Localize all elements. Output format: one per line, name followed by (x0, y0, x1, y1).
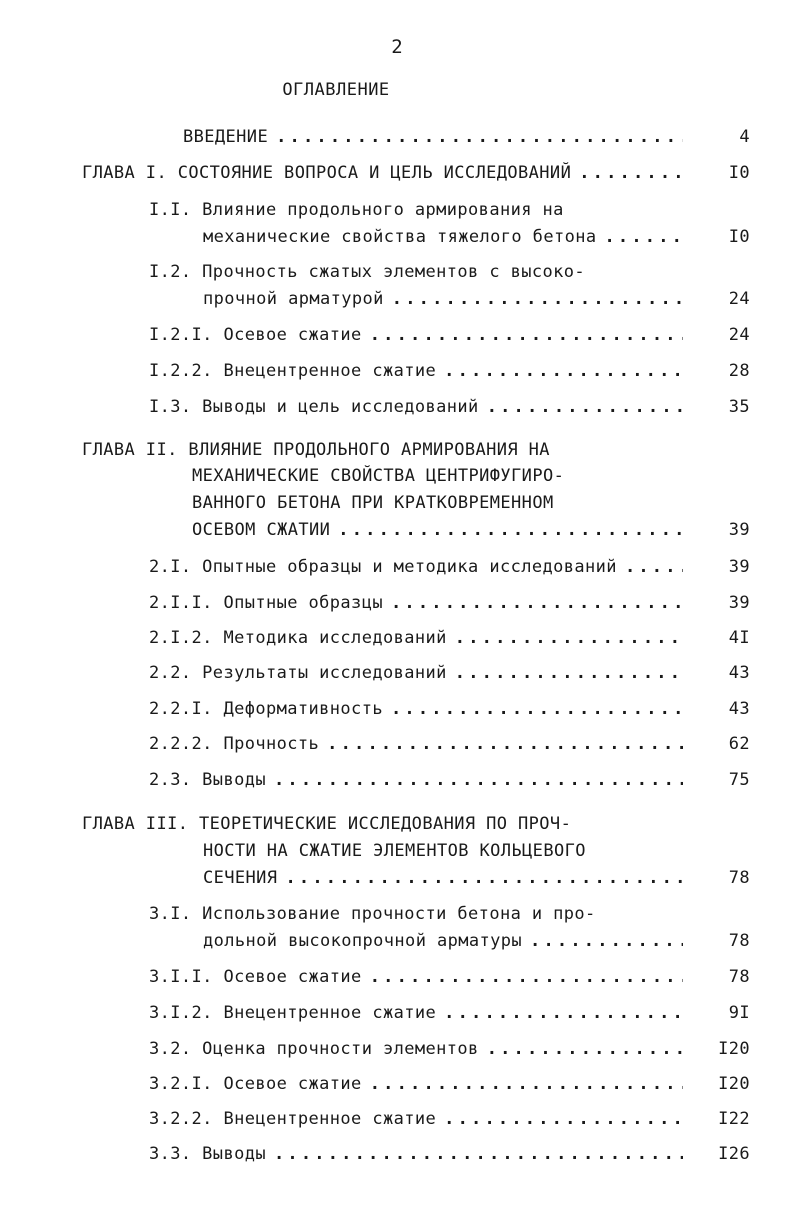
toc-entry-2-2-1 (149, 696, 683, 722)
toc-entry-label: ВАННОГО БЕТОНА ПРИ КРАТКОВРЕМЕННОМ (192, 493, 554, 513)
toc-entry-label: 2.I.2. Методика исследований (149, 628, 447, 648)
toc-entry-label: прочной арматурой (203, 289, 384, 309)
toc-page-number: 4I (728, 628, 750, 648)
toc-entry-label: 3.I.I. Осевое сжатие (149, 967, 362, 987)
toc-entry-chapter-1 (82, 160, 683, 186)
toc-page-number: 35 (728, 397, 750, 417)
toc-entry-label: 3.2.I. Осевое сжатие (149, 1074, 362, 1094)
toc-entry-1-3 (149, 394, 683, 420)
toc-entry-2-2 (149, 660, 683, 686)
page-number: 2 (391, 36, 404, 58)
toc-page-number: 24 (728, 325, 750, 345)
toc-entry-2-2-2 (149, 731, 683, 757)
toc-entry-label: I.2.2. Внецентренное сжатие (149, 361, 437, 381)
toc-page-number: 43 (728, 699, 750, 719)
toc-entry-label: НОСТИ НА СЖАТИЕ ЭЛЕМЕНТОВ КОЛЬЦЕВОГО (203, 841, 586, 861)
toc-entry-label: ВВЕДЕНИЕ (183, 127, 269, 147)
toc-page-number: 39 (728, 593, 750, 613)
toc-entry-label: I.I. Влияние продольного армирования на (149, 200, 564, 220)
toc-entry-label: 2.2. Результаты исследований (149, 663, 447, 683)
leader-dots (276, 124, 683, 150)
leader-dots (370, 322, 683, 348)
toc-entry-label: механические свойства тяжелого бетона (203, 227, 597, 247)
toc-page-number: 78 (728, 967, 750, 987)
toc-entry-label: ГЛАВА III. ТЕОРЕТИЧЕСКИЕ ИССЛЕДОВАНИЯ ПО ПРОЧ- (82, 814, 572, 834)
toc-page-number: 24 (728, 289, 750, 309)
leader-dots (530, 928, 683, 954)
toc-page-number: 39 (728, 520, 750, 540)
toc-entry-2-1 (149, 554, 683, 580)
toc-entry-2-3 (149, 767, 683, 793)
toc-page-number: I26 (718, 1144, 750, 1164)
leader-dots (327, 731, 683, 757)
leader-dots (625, 554, 683, 580)
toc-entry-label: дольной высокопрочной арматуры (203, 931, 523, 951)
leader-dots (285, 865, 683, 891)
toc-entry-label: СЕЧЕНИЯ (203, 868, 278, 888)
toc-page-number: 28 (728, 361, 750, 381)
toc-page-number: I20 (718, 1039, 750, 1059)
toc-entry-label: ГЛАВА II. ВЛИЯНИЕ ПРОДОЛЬНОГО АРМИРОВАНИЯ НА (82, 440, 550, 460)
leader-dots (274, 767, 683, 793)
toc-entry-3-1-1 (149, 964, 683, 990)
toc-page-number: 78 (728, 931, 750, 951)
toc-entry-3-2-2 (149, 1106, 683, 1132)
leader-dots (487, 1036, 683, 1062)
toc-entry-3-1-2 (149, 1000, 683, 1026)
toc-entry-1-2-1 (149, 322, 683, 348)
leader-dots (444, 1000, 683, 1026)
toc-entry-label: 3.I.2. Внецентренное сжатие (149, 1003, 437, 1023)
toc-entry-intro (183, 124, 683, 150)
leader-dots (274, 1141, 683, 1167)
leader-dots (338, 517, 683, 543)
leader-dots (487, 394, 683, 420)
leader-dots (392, 286, 683, 312)
toc-entry-2-1-2 (149, 625, 683, 651)
toc-title: ОГЛАВЛЕНИЕ (282, 80, 390, 100)
toc-page-number: 4 (739, 127, 750, 147)
toc-page-number: 9I (728, 1003, 750, 1023)
toc-page-number: I20 (718, 1074, 750, 1094)
toc-entry-label: 3.2.2. Внецентренное сжатие (149, 1109, 437, 1129)
leader-dots (444, 358, 683, 384)
toc-page-number: 39 (728, 557, 750, 577)
toc-entry-label: ГЛАВА I. СОСТОЯНИЕ ВОПРОСА И ЦЕЛЬ ИССЛЕДОВАНИЙ (82, 163, 572, 183)
leader-dots (370, 1071, 683, 1097)
leader-dots (444, 1106, 683, 1132)
toc-page-number: 43 (728, 663, 750, 683)
leader-dots (455, 660, 683, 686)
toc-entry-chapter-2 (192, 517, 683, 543)
leader-dots (370, 964, 683, 990)
toc-entry-label: I.3. Выводы и цель исследований (149, 397, 479, 417)
leader-dots (455, 625, 683, 651)
toc-entry-chapter-3 (203, 865, 683, 891)
toc-entry-label: 2.2.I. Деформативность (149, 699, 383, 719)
toc-entry-3-2 (149, 1036, 683, 1062)
toc-entry-label: ОСЕВОМ СЖАТИИ (192, 520, 331, 540)
leader-dots (391, 590, 683, 616)
toc-entry-1-1 (203, 224, 683, 250)
toc-entry-label: МЕХАНИЧЕСКИЕ СВОЙСТВА ЦЕНТРИФУГИРО- (192, 466, 565, 486)
toc-entry-label: 2.I. Опытные образцы и методика исследований (149, 557, 617, 577)
toc-entry-2-1-1 (149, 590, 683, 616)
toc-entry-3-3 (149, 1141, 683, 1167)
leader-dots (391, 696, 683, 722)
toc-entry-3-1 (203, 928, 683, 954)
toc-entry-label: 2.3. Выводы (149, 770, 266, 790)
leader-dots (605, 224, 684, 250)
toc-page-number: 78 (728, 868, 750, 888)
toc-entry-label: 2.I.I. Опытные образцы (149, 593, 383, 613)
toc-entry-1-2 (203, 286, 683, 312)
toc-page-number: 62 (728, 734, 750, 754)
toc-entry-1-2-2 (149, 358, 683, 384)
toc-entry-label: I.2. Прочность сжатых элементов с высоко- (149, 262, 586, 282)
toc-page-number: I22 (718, 1109, 750, 1129)
toc-page-number: I0 (728, 163, 750, 183)
toc-entry-3-2-1 (149, 1071, 683, 1097)
leader-dots (579, 160, 683, 186)
toc-entry-label: 3.I. Использование прочности бетона и про- (149, 904, 596, 924)
toc-entry-label: 3.2. Оценка прочности элементов (149, 1039, 479, 1059)
toc-page-number: I0 (728, 227, 750, 247)
toc-entry-label: 3.3. Выводы (149, 1144, 266, 1164)
toc-entry-label: 2.2.2. Прочность (149, 734, 320, 754)
toc-page-number: 75 (728, 770, 750, 790)
toc-entry-label: I.2.I. Осевое сжатие (149, 325, 362, 345)
